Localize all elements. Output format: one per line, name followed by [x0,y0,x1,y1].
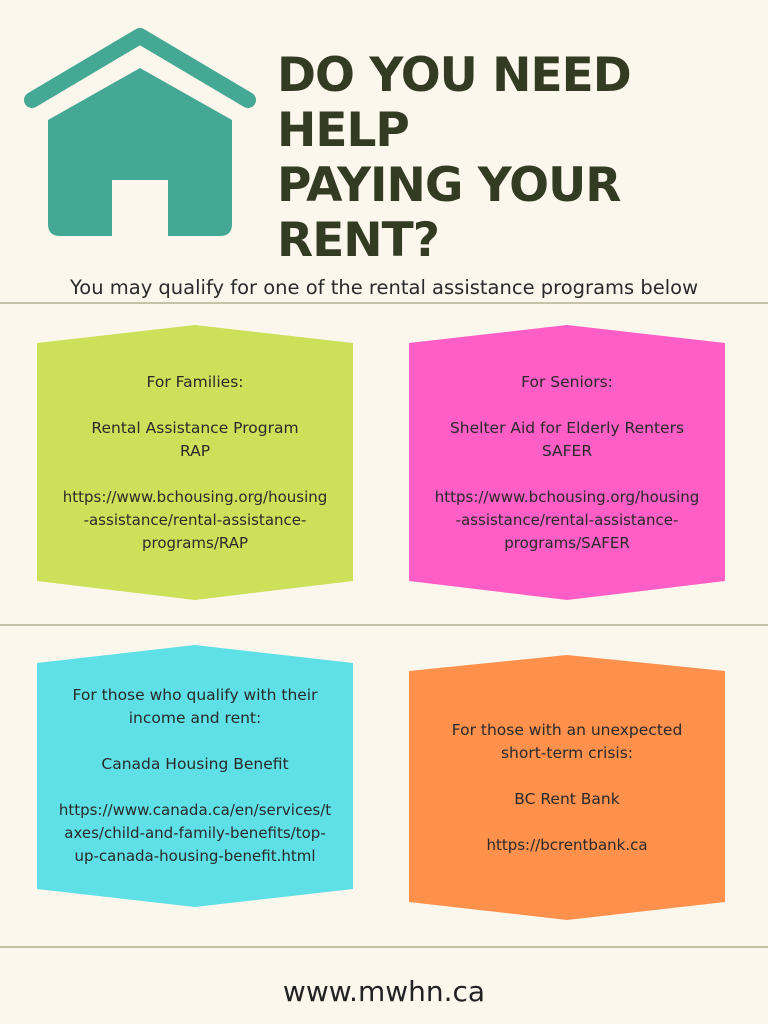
card-seniors-acronym: SAFER [541,441,593,460]
house-icon [24,28,256,240]
card-rent-bank-heading-line-1: For those with an unexpected [451,720,683,739]
card-seniors-program: Shelter Aid for Elderly Renters [449,418,685,437]
card-families-link-line-1[interactable]: https://www.bchousing.org/housing [62,487,328,506]
card-rent-bank [409,655,725,920]
card-seniors-link-line-2[interactable]: -assistance/rental-assistance- [455,510,679,529]
card-housing-benefit-heading-line-2: income and rent: [128,709,262,727]
card-families-heading: For Families: [146,372,244,391]
divider-middle [0,624,768,626]
card-housing-benefit-link-line-3[interactable]: up-canada-housing-benefit.html [74,847,316,865]
card-seniors [409,325,725,600]
card-seniors-link-line-1[interactable]: https://www.bchousing.org/housing [434,487,700,506]
card-housing-benefit [37,645,353,907]
page-title [277,48,747,268]
card-housing-benefit-heading-line-1: For those who qualify with their [72,686,318,704]
card-housing-benefit-link-line-2[interactable]: axes/child-and-family-benefits/top- [64,824,326,842]
title-line-1: DO YOU NEED HELP [277,48,631,158]
card-rent-bank-link[interactable]: https://bcrentbank.ca [486,835,648,854]
divider-top [0,302,768,304]
card-housing-benefit-program: Canada Housing Benefit [101,755,289,773]
card-rent-bank-program: BC Rent Bank [514,789,620,808]
card-families-link-line-3[interactable]: programs/RAP [141,533,249,552]
card-families-program: Rental Assistance Program [91,418,299,437]
card-seniors-heading: For Seniors: [521,372,613,391]
title-line-2: PAYING YOUR [277,158,621,213]
card-rent-bank-heading-line-2: short-term crisis: [500,743,634,762]
title-line-3: RENT? [277,213,439,268]
card-seniors-link-line-3[interactable]: programs/SAFER [504,533,630,552]
card-housing-benefit-link-line-1[interactable]: https://www.canada.ca/en/services/t [58,801,332,819]
card-families-link-line-2[interactable]: -assistance/rental-assistance- [83,510,307,529]
subtitle: You may qualify for one of the rental assistance programs below [69,276,699,299]
divider-bottom [0,946,768,948]
card-families [37,325,353,600]
footer-website[interactable]: www.mwhn.ca [282,975,486,1008]
card-families-acronym: RAP [179,441,211,460]
